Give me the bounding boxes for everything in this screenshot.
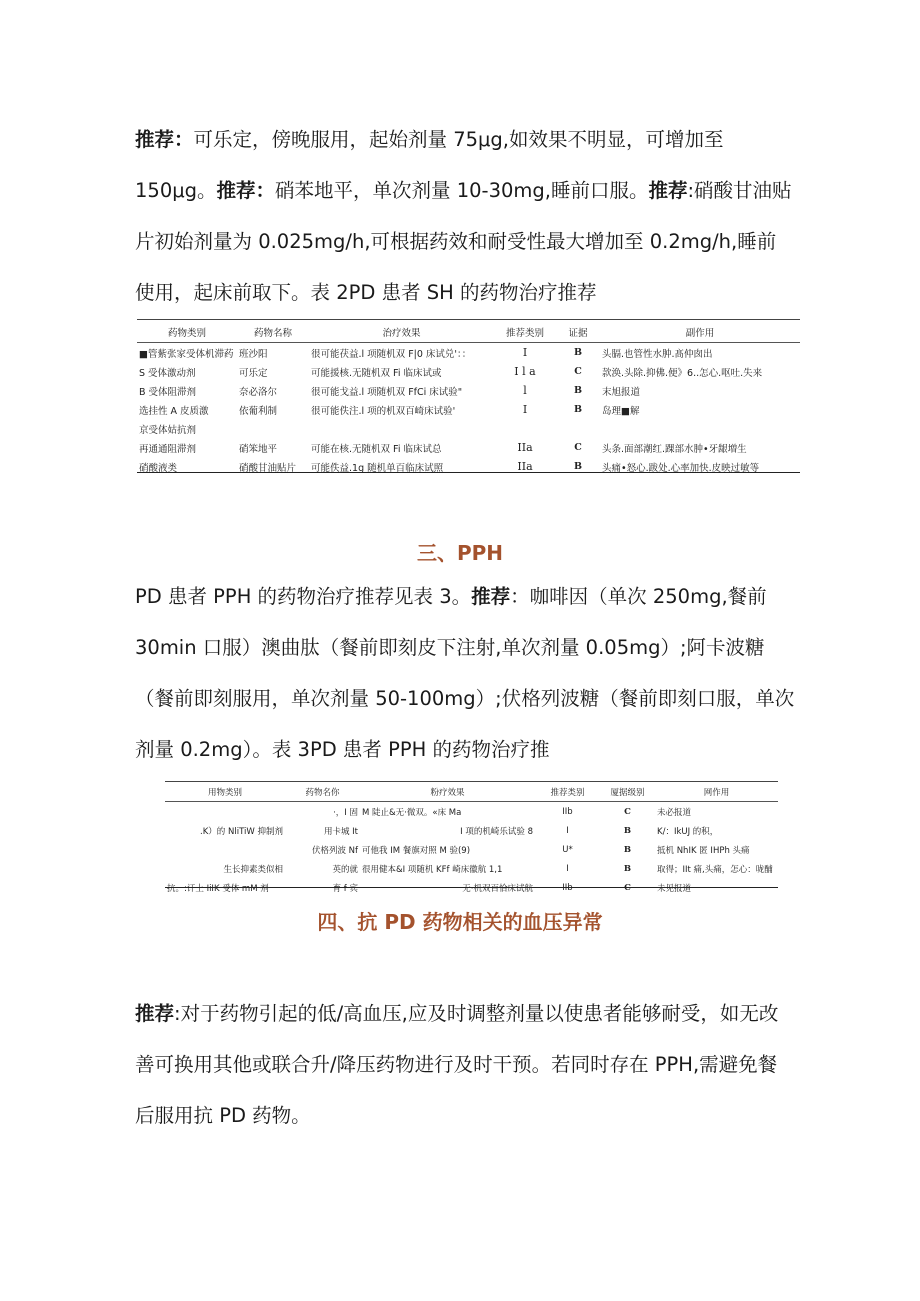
table2-header: 药物类别 [137, 323, 237, 343]
table-cell [494, 419, 556, 438]
table-cell: B [623, 863, 632, 874]
keyword-recommend: 推荐 [135, 1002, 175, 1025]
table-cell: 可能在核.无随机双 Fi 临床试总 [311, 443, 442, 455]
table-cell: 生长抑素类似相 [223, 864, 283, 875]
table-cell: B [623, 844, 632, 855]
table3-header: 厦据级别 [600, 784, 655, 802]
keyword-recommend: 推荐： [216, 179, 276, 202]
table-cell: C [574, 366, 582, 377]
table-cell: 选挂性 A 皮质激 [139, 405, 209, 417]
table3-header-row [165, 784, 778, 802]
table-cell [165, 840, 285, 859]
table-cell: .K）的 NliTiW 抑制剂 [200, 826, 283, 837]
table-cell: K/：IkUJ 的积， [657, 826, 719, 837]
keyword-recommend: 推荐 [471, 585, 511, 608]
paragraph-text: :硝酸甘油贴片初始剂量为 0.025mg/h,可根据药效和耐受性最大增加至 0.2mg/h,睡前使用，起床前取下。表 2PD 患者 SH 的药物治疗推荐 [135, 179, 792, 304]
keyword-recommend: 推荐： [135, 128, 194, 151]
table-cell: I [522, 403, 528, 416]
table-cell: 末旭报道 [602, 386, 641, 398]
table-cell: 很用健本&I 项随机 KFf 崎床徽航 1,1 [362, 864, 503, 875]
table-cell: 未见报道 [657, 883, 692, 894]
paragraph-text: ：咖啡因（单次 250mg,餐前30min 口服）澳曲肽（餐前即刻皮下注射,单次剂量 0.05mg）;阿卡波糖（餐前即刻服用，单次剂量 50-100mg）;伏格列波糖（餐前即刻口服，单次剂量 0.2mg）。表 3PD 患者 PPH 的药物治疗推 [135, 585, 795, 761]
table3 [165, 784, 778, 897]
table-cell: 很可能茯益.l 项随机双 F|0 床试兑'：： [311, 348, 472, 360]
table2-header: 推荐类别 [494, 323, 556, 343]
table-cell: S 受体激动剂 [139, 367, 196, 379]
table-cell: 可他我 IM 餐旗对照 M 验(9) [362, 845, 471, 856]
table3-top-rule [165, 781, 778, 782]
table-cell: C [624, 806, 631, 817]
table-cell: B [573, 385, 583, 396]
table-cell: IIb [562, 806, 573, 817]
table-cell: I [566, 863, 569, 874]
section-heading-bp-abnormality: 四、抗 PD 药物相关的血压异常 [317, 910, 603, 934]
table-cell: 奈必洛尔 [239, 386, 278, 398]
table-cell: 岛理■解 [602, 405, 640, 417]
paragraph-bp-recommendations [135, 988, 795, 1141]
paragraph-text: :对于药物引起的低/高血压,应及时调整剂量以使患者能够耐受，如无改善可换用其他或联合升/降压药物进行及时干预。若同时存在 PPH,需避免餐后服用抗 PD 药物。 [135, 1002, 779, 1127]
paragraph-text: 硝苯地平，单次剂量 10-30mg,睡前口服。 [275, 179, 649, 202]
table-row [137, 438, 800, 457]
table-cell: 班沙阳 [239, 348, 268, 360]
table-cell: 硝酸液类 [139, 462, 178, 474]
table-row [165, 802, 778, 822]
table2-header: 药物名称 [237, 323, 309, 343]
paragraph-sh-recommendations [135, 114, 795, 318]
section-heading-pph: 三、PPH [416, 541, 504, 565]
table-cell: C [574, 442, 582, 453]
table-cell: l [523, 384, 527, 397]
table3-header: 粉疗效果 [360, 784, 535, 802]
table-cell: B [573, 404, 583, 415]
table-cell: 头痛•怒心.跋处.心率加快.皮映过敏等 [602, 462, 760, 474]
table3-header: 用物类别 [165, 784, 285, 802]
table-row [165, 821, 778, 840]
table-cell: B [573, 347, 583, 358]
table2-top-rule [137, 319, 800, 320]
table-row [137, 343, 800, 363]
table2-bottom-rule [137, 472, 800, 473]
table3-bottom-rule [165, 887, 778, 888]
keyword-recommend: 推荐 [648, 179, 688, 202]
table-cell: B 受体阻滞剂 [139, 386, 197, 398]
table-cell: IIb [562, 882, 573, 893]
table2-header-row [137, 323, 800, 343]
table-cell [600, 419, 800, 438]
paragraph-text: PD 患者 PPH 的药物治疗推荐见表 3。 [135, 585, 472, 608]
table-cell: IIa [517, 460, 533, 473]
table-cell: 再通通阻滞剂 [139, 443, 197, 455]
table-cell: 很可能戈益.l 项随机双 FfCi 床试验" [311, 386, 463, 398]
paragraph-pph-recommendations [135, 571, 795, 775]
table-cell: I [566, 825, 569, 836]
table-cell: 硝笨地平 [239, 443, 278, 455]
table-cell: ■管紫张家受体机滞药 [139, 348, 234, 360]
table-cell: 可能佚益.1g 随机单百临床试照 [311, 462, 444, 474]
table-row [137, 457, 800, 476]
table-cell: I l a [514, 365, 536, 378]
table-cell: IIa [517, 441, 533, 454]
table-cell [309, 419, 494, 438]
table-cell [237, 419, 309, 438]
table-row [137, 419, 800, 438]
table2-header: 证据 [556, 323, 600, 343]
table-row [137, 362, 800, 381]
table3-header: 药物名你 [285, 784, 360, 802]
table-cell: 京受体姑抗剂 [139, 424, 197, 436]
table-cell: 英的就 [332, 864, 358, 875]
table-cell: 依葡利制 [239, 405, 278, 417]
table-cell: 抵机 NhIK 匿 IHPh 头痛 [657, 845, 750, 856]
table-cell [165, 802, 285, 822]
table-cell: 可乐定 [239, 367, 268, 379]
table-cell: 取得；IIt 痛,头痛，怎心：咙酺 [657, 864, 773, 875]
table-cell: C [624, 882, 631, 893]
table-row [137, 381, 800, 400]
table-cell: 用卡城 It [323, 826, 358, 837]
table-cell: 硝酸甘油贴片 [239, 462, 297, 474]
table-cell: B [573, 461, 583, 472]
table3-header: 网作用 [655, 784, 778, 802]
table2 [137, 323, 800, 476]
table-cell: ·，I 固 [333, 807, 358, 818]
table-cell: 无·机双百恰床试航 [462, 883, 533, 894]
table-cell [556, 419, 600, 438]
paragraph-text: 可乐定，傍晚服用，起始剂量 75μg,如效果不明显，可增加至150μg。 [135, 128, 724, 202]
table-cell: 头条.面部潮红.踝部水肿•牙龈増生 [602, 443, 747, 455]
table-cell: 可能援核.无随机双 Fi 临床试或 [311, 367, 442, 379]
table-row [137, 400, 800, 419]
table2-header: 治疗效果 [309, 323, 494, 343]
table-row [165, 840, 778, 859]
table2-header: 副作用 [600, 323, 800, 343]
table-row [165, 859, 778, 878]
table-cell: 未必报道 [657, 807, 692, 818]
table-cell: B [623, 825, 632, 836]
table-cell: M 陡止&无·微双。«床 Ma [362, 807, 462, 818]
table-cell: 抗。:讦上 IiIK 受体 mM 剂 [167, 883, 269, 894]
table-cell: 伏格列波 Nf [311, 845, 358, 856]
table-cell: 款涣.头除.抑佛.便》6..怎心.呕吐.失来 [602, 367, 763, 379]
table-cell: 很可能佚注.l 项的机双百崎床试验' [311, 405, 456, 417]
table-cell: I [522, 346, 528, 359]
table-cell: 头膈.也管性水肿.髙仲囱出 [602, 348, 713, 360]
table-cell: I 项的机崎乐试验 8 [460, 826, 533, 837]
table-cell: 育 f 宾 [332, 883, 358, 894]
table3-header: 推荐类别 [535, 784, 600, 802]
table-cell: U* [562, 844, 573, 855]
